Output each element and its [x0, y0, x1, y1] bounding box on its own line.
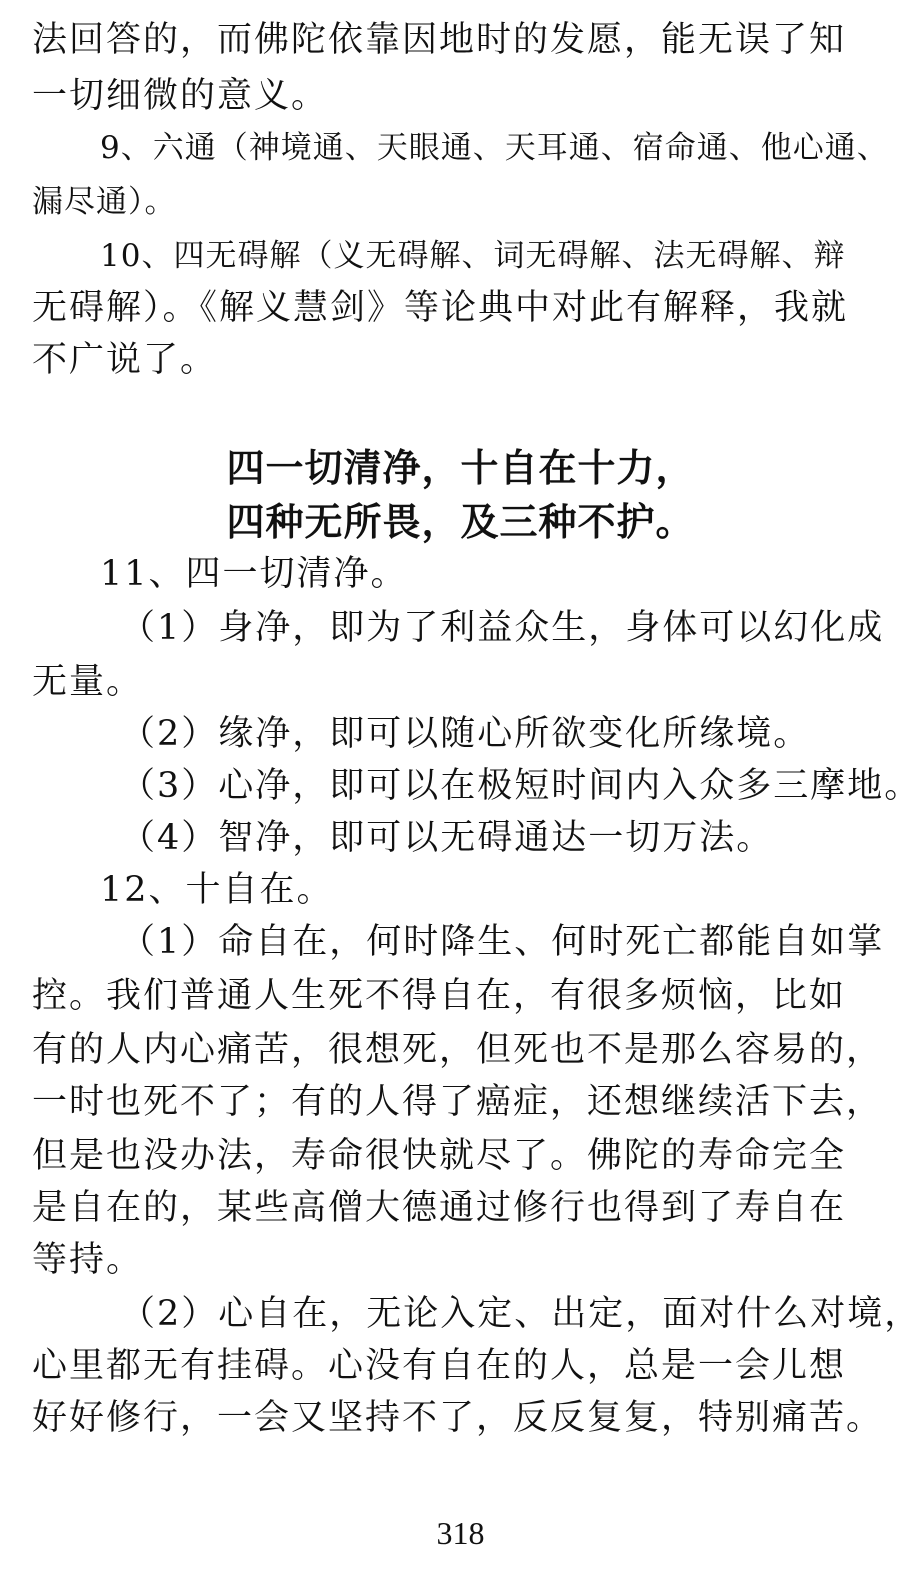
- page-number: 318: [436, 1515, 485, 1551]
- verse-heading-line-1: 四一切清净，十自在十力，: [226, 446, 695, 490]
- text-line: 12、十自在。: [100, 870, 334, 910]
- text-line: （1）身净，即为了利益众生，身体可以幻化成: [120, 608, 885, 648]
- text-line: 一时也死不了；有的人得了癌症，还想继续活下去，: [32, 1082, 884, 1122]
- text-line: （2）缘净，即可以随心所欲变化所缘境。: [120, 714, 811, 754]
- text-line: 是自在的，某些高僧大德通过修行也得到了寿自在: [32, 1188, 847, 1228]
- text-line: 控。我们普通人生死不得自在，有很多烦恼，比如: [32, 976, 847, 1016]
- verse-heading-line-2: 四种无所畏，及三种不护。: [226, 500, 695, 544]
- text-line: （3）心净，即可以在极短时间内入众多三摩地。: [120, 766, 921, 806]
- text-line: 10、四无碍解（义无碍解、词无碍解、法无碍解、辩: [100, 238, 846, 274]
- text-line: 法回答的，而佛陀依靠因地时的发愿，能无误了知: [32, 20, 847, 60]
- text-line: 9、六通（神境通、天眼通、天耳通、宿命通、他心通、: [100, 130, 889, 166]
- text-line: 但是也没办法，寿命很快就尽了。佛陀的寿命完全: [32, 1136, 847, 1176]
- text-line: 无量。: [32, 662, 144, 702]
- text-line: 一切细微的意义。: [32, 76, 329, 116]
- text-line: 好好修行，一会又坚持不了，反反复复，特别痛苦。: [32, 1398, 884, 1438]
- text-line: 无碍解）。《解义慧剑》等论典中对此有解释，我就: [32, 288, 849, 328]
- text-line: 漏尽通）。: [32, 184, 177, 220]
- text-line: 11、四一切清净。: [100, 554, 408, 594]
- text-line: 有的人内心痛苦，很想死，但死也不是那么容易的，: [32, 1030, 884, 1070]
- text-line: （2）心自在，无论入定、出定，面对什么对境，: [120, 1294, 921, 1334]
- text-line: 心里都无有挂碍。心没有自在的人，总是一会儿想: [32, 1346, 847, 1386]
- text-line: 不广说了。: [32, 340, 218, 380]
- text-line: （1）命自在，何时降生、何时死亡都能自如掌: [120, 922, 885, 962]
- text-line: 等持。: [32, 1240, 144, 1280]
- text-line: （4）智净，即可以无碍通达一切万法。: [120, 818, 774, 858]
